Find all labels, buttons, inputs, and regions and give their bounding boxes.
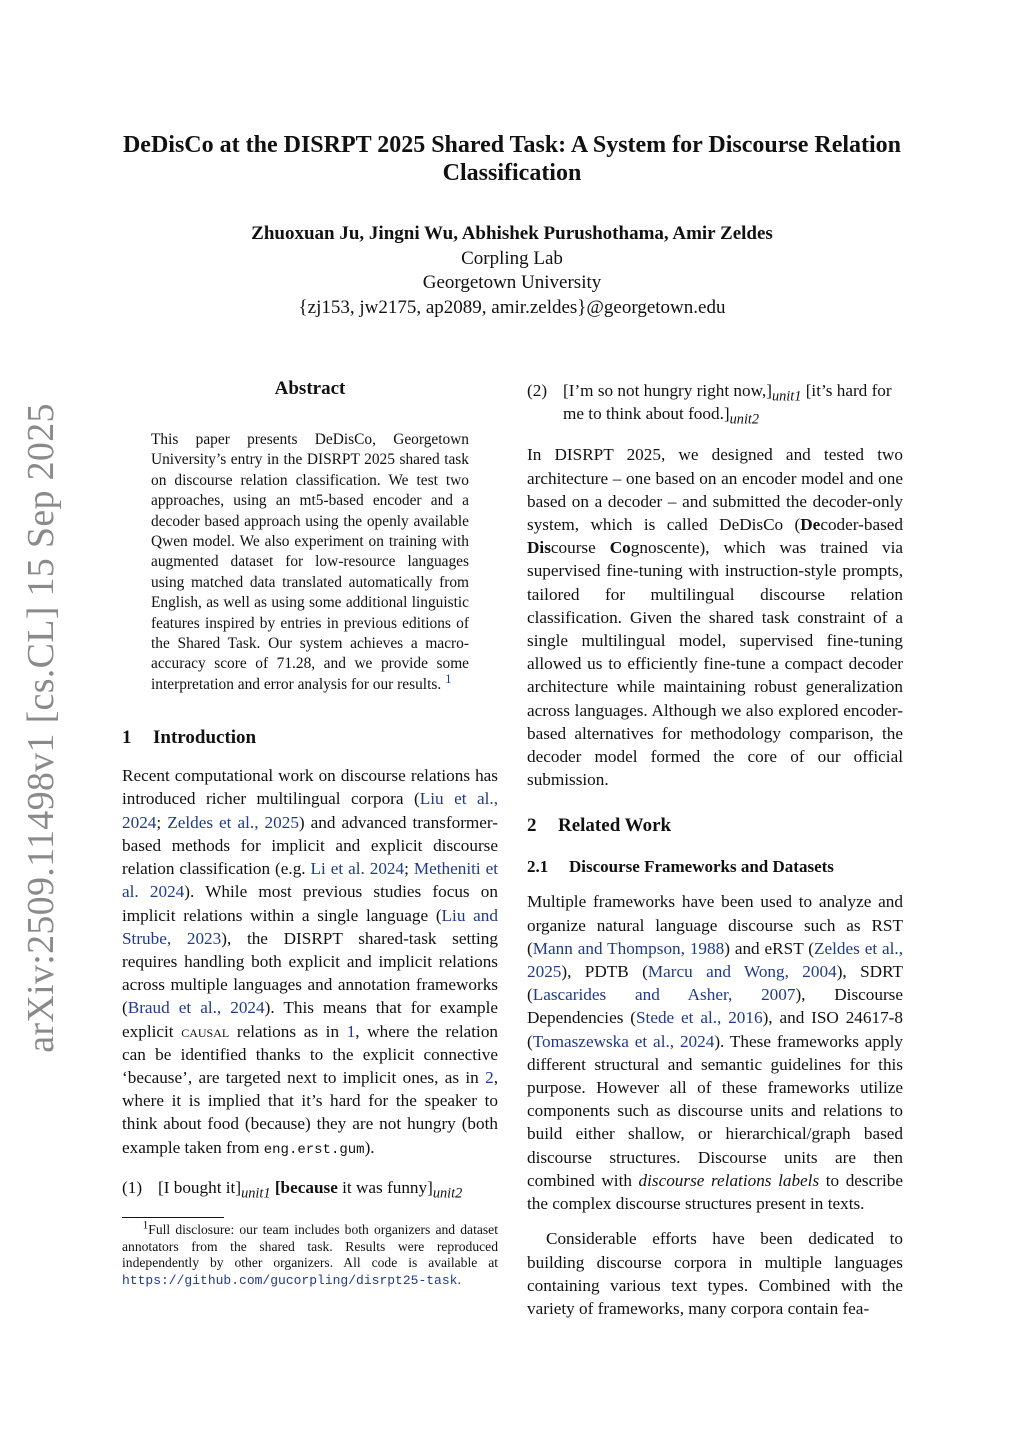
footnote-text: [122, 1219, 498, 1289]
section-number: 1: [122, 727, 132, 749]
section-heading-related-work: [527, 815, 903, 837]
text-run: .: [457, 1271, 461, 1287]
text-run: [it’s hard for me to think about food.]: [563, 381, 892, 424]
text-run: , where the relation can be identified thanks to the explicit connective ‘because’, are targeted next to implicit ones, as in: [122, 1021, 499, 1087]
text-run: to describe the complex discourse structures present in texts.: [527, 1170, 903, 1214]
citation-link[interactable]: Zeldes et al., 2025: [167, 812, 299, 832]
right-column: [527, 378, 903, 1320]
footnote-link[interactable]: 1: [445, 671, 452, 686]
acronym-bold: Dis: [527, 538, 551, 558]
section-heading-introduction: [122, 727, 498, 749]
unit-subscript: unit1: [241, 1185, 271, 1202]
causal-label: causal: [181, 1021, 230, 1041]
text-run: ), SDRT (: [527, 962, 903, 1005]
author-block: [100, 222, 924, 320]
subsection-heading: [527, 857, 903, 877]
citation-link[interactable]: Tomaszewska et al., 2024: [532, 1031, 715, 1051]
connective-bold: [because: [274, 1177, 338, 1197]
text-run: coder-based: [820, 515, 903, 535]
citation-link[interactable]: Metheniti et al. 2024: [122, 859, 498, 902]
example-2: [527, 379, 903, 428]
citation-link[interactable]: Liu et al., 2024: [122, 789, 498, 832]
citation-link[interactable]: Stede et al., 2016: [636, 1008, 763, 1028]
author-names: Zhuoxuan Ju, Jingni Wu, Abhishek Purushothama, Amir Zeldes: [251, 223, 773, 244]
italic-term: discourse relations labels: [638, 1170, 820, 1190]
text-run: [I bought it]: [158, 1177, 242, 1197]
citation-link[interactable]: Lascarides and Asher, 2007: [532, 985, 796, 1005]
text-run: ), the DISRPT shared-task setting requires handling both explicit and implicit relations across multiple languages and annotation frameworks (: [122, 928, 498, 1018]
acronym-bold: De: [800, 515, 821, 535]
section-title: Related Work: [558, 815, 672, 837]
paper-title: DeDisCo at the DISRPT 2025 Shared Task: A System for Discourse Relation Classification: [122, 132, 902, 186]
citation-link[interactable]: Marcu and Wong, 2004: [647, 962, 837, 982]
text-run: it was funny]: [337, 1177, 433, 1197]
footnote-number: 1: [142, 1219, 149, 1232]
text-run: ). While most previous studies focus on implicit relations within a single language (: [122, 882, 498, 925]
text-run: , where it is implied that it’s hard for the speaker to think about food (because) they are not hungry (both example taken from: [122, 1067, 498, 1157]
acronym-bold: Co: [609, 538, 631, 558]
citation-link[interactable]: Braud et al., 2024: [127, 998, 265, 1018]
citation-link[interactable]: Zeldes et al., 2025: [527, 938, 903, 982]
text-run: ), Discourse Dependencies (: [527, 985, 903, 1028]
text-run: ). This means that for example explicit: [122, 998, 498, 1041]
arxiv-stamp-text: arXiv:2509.11498v1 [cs.CL] 15 Sep 2025: [20, 403, 62, 1053]
footnote-divider: [122, 1217, 224, 1218]
footnote-area: [122, 1217, 498, 1289]
unit-subscript: unit1: [771, 388, 802, 405]
text-run: ;: [404, 859, 414, 879]
example-ref-link[interactable]: 1: [346, 1021, 356, 1041]
text-run: course: [550, 538, 610, 558]
text-run: ) and eRST (: [724, 938, 814, 958]
text-run: gnoscente), which was trained via supervised fine-tuning with instruction-style prompts, tailored for multilingual discourse relation classification. Given the shared task constraint of a single multilingual model, supervised fine-tuning allowed us to efficiently fine-tune a compact decoder architecture while maintaining robust generalization across languages. Although we also explored encoder-based alternatives for methodology comparison, the decoder model formed the core of our official submission.: [527, 538, 904, 790]
abstract-text: [151, 430, 469, 695]
example-text: [563, 379, 903, 428]
arxiv-stamp: [6, 403, 76, 1053]
abstract-body: This paper presents DeDisCo, Georgetown University’s entry in the DISRPT 2025 shared task on discourse relation classification. We test two approaches, using an mt5-based encoder and a decoder based approach using the openly available Qwen model. We also experiment on training with augmented dataset for low-resource languages using matched data translated automatically from English, as well as using some additional linguistic features inspired by entries in previous editions of the Shared Task. Our system achieves a macro-accuracy score of 71.28, and we provide some interpretation and error analysis for our results.: [151, 431, 469, 693]
text-run: ).: [364, 1137, 375, 1157]
text-run: ) and advanced transformer-based methods for implicit and explicit discourse relation classification (e.g.: [122, 812, 499, 879]
text-run: [I’m so not hungry right now,]: [563, 381, 772, 400]
text-run: ;: [156, 812, 168, 832]
corpora-paragraph: Considerable efforts have been dedicated to building discourse corpora in multiple languages containing various text types. Combined with the variety of frameworks, many corpora contain fea-: [527, 1229, 903, 1318]
text-run: ), and ISO 24617-8 (: [527, 1008, 904, 1051]
unit-subscript: unit2: [729, 411, 760, 428]
example-number: (2): [527, 381, 548, 400]
citation-link[interactable]: Li et al. 2024: [310, 859, 405, 879]
text-run: ), PDTB (: [561, 962, 648, 982]
text-run: relations as in: [229, 1021, 347, 1041]
abstract-heading: Abstract: [274, 378, 346, 399]
author-lab: Corpling Lab: [461, 247, 563, 269]
example-1: [122, 1176, 498, 1202]
author-university: Georgetown University: [422, 272, 602, 293]
github-link[interactable]: https://github.com/gucorpling/disrpt25-task: [122, 1272, 458, 1288]
subsection-title: Discourse Frameworks and Datasets: [569, 857, 834, 877]
citation-link[interactable]: Liu and Strube, 2023: [122, 905, 498, 948]
section-title: Introduction: [153, 727, 257, 749]
related-work-paragraph: [527, 890, 903, 1215]
author-emails: {zj153, jw2175, ap2089, amir.zeldes}@georgetown.edu: [298, 296, 726, 318]
text-run: Multiple frameworks have been used to analyze and organize natural language discourse such as RST (: [527, 892, 903, 958]
text-run: Full disclosure: our team includes both organizers and dataset annotators from the shared task. Results were reproduced independently by other organizers. All code is available at: [122, 1221, 498, 1271]
text-run: In DISRPT 2025, we designed and tested two architecture – one based on an encoder model and one based on a decoder – and submitted the decoder-only system, which is called DeDisCo (: [527, 445, 903, 535]
subsection-number: 2.1: [527, 857, 549, 877]
dataset-code: eng.erst.gum: [263, 1141, 365, 1158]
citation-link[interactable]: Mann and Thompson, 1988: [532, 938, 725, 958]
example-ref-link[interactable]: 2: [485, 1067, 494, 1087]
system-paragraph: [527, 443, 903, 791]
example-number: (1): [122, 1177, 143, 1197]
example-text: [158, 1176, 498, 1202]
text-run: ). These frameworks apply different structural and semantic guidelines for this purpose. However all of these frameworks utilize components such as discourse units and relations to build either shallow, or hierarchical/graph based discourse structures. Discourse units are then combined with: [527, 1031, 903, 1190]
left-column: [122, 378, 498, 1289]
section-number: 2: [527, 815, 537, 837]
unit-subscript: unit2: [432, 1185, 463, 1202]
intro-paragraph: [122, 764, 498, 1161]
text-run: Recent computational work on discourse relations has introduced richer multilingual corpora (: [122, 766, 498, 809]
